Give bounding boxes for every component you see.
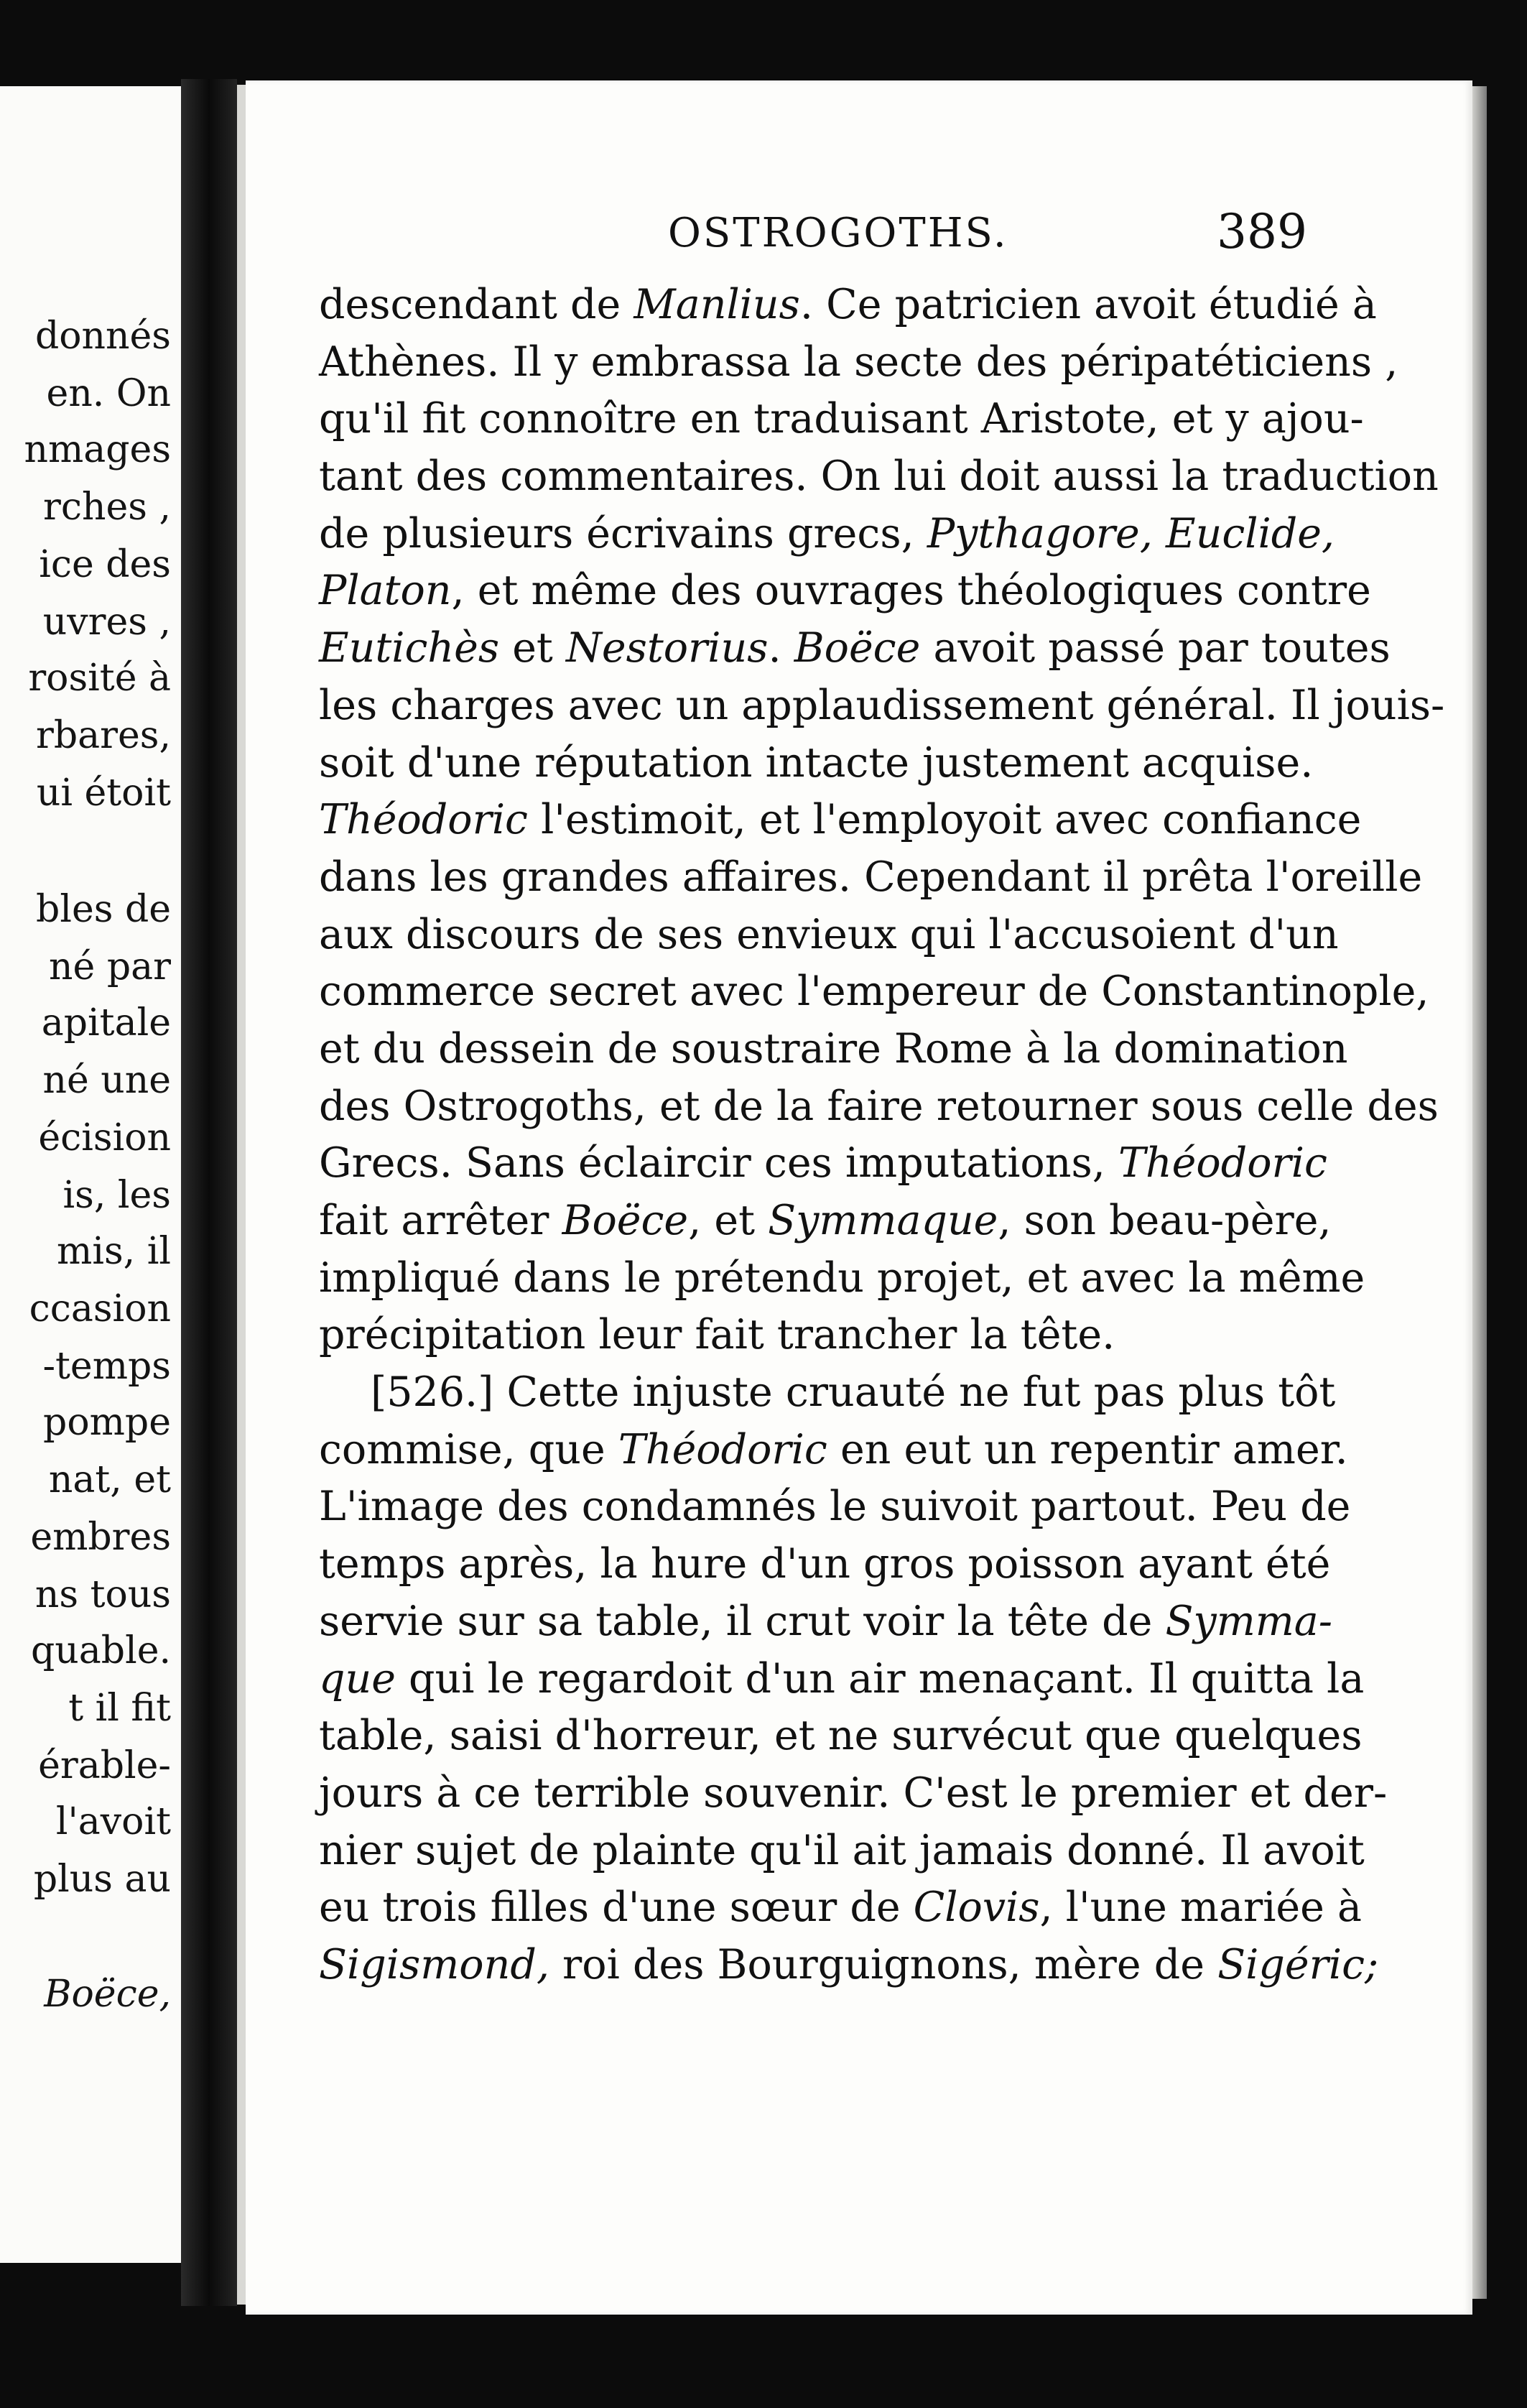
page-header xyxy=(668,204,1307,274)
left-facing-page xyxy=(0,86,181,2263)
text-run: apitale xyxy=(41,1001,171,1045)
text-run: ui étoit xyxy=(36,772,171,815)
body-text xyxy=(319,277,1445,1994)
text-run: L'image des condamnés le suivoit partout. Peu de xyxy=(319,1483,1351,1531)
text-run: dans les grandes affaires. Cependant il prêta l'oreille xyxy=(319,853,1423,901)
text-run: ccasion xyxy=(29,1287,171,1330)
text-run: rches , xyxy=(43,486,171,529)
text-line xyxy=(319,849,1423,907)
text-run: né une xyxy=(42,1059,171,1102)
book-gutter xyxy=(181,79,237,2306)
left-page-line xyxy=(24,428,171,471)
italic-text: Boëce xyxy=(794,624,921,672)
italic-text: Boëce xyxy=(562,1197,689,1244)
text-run: donnés xyxy=(34,315,171,358)
left-page-line xyxy=(36,714,171,757)
text-run: en eut un repentir amer. xyxy=(827,1425,1348,1473)
text-line xyxy=(319,907,1339,964)
left-page-line xyxy=(43,486,171,529)
text-run: ice des xyxy=(39,543,171,586)
left-page-line xyxy=(49,945,171,988)
text-line xyxy=(319,391,1364,448)
left-page-line xyxy=(35,315,171,358)
text-run: commise, que xyxy=(319,1425,618,1473)
text-line xyxy=(319,1823,1365,1880)
text-run: les charges avec un applaudissement général. Il jouis- xyxy=(319,681,1445,729)
left-page-line xyxy=(34,1858,171,1901)
text-line xyxy=(319,1193,1332,1250)
left-page-line xyxy=(35,1573,171,1616)
text-run: quable. xyxy=(31,1629,171,1672)
text-run: Boëce, xyxy=(44,1973,171,2016)
text-line xyxy=(319,1651,1365,1708)
text-line xyxy=(319,1135,1327,1193)
text-run: temps après, la hure d'un gros poisson ayant été xyxy=(319,1540,1331,1588)
italic-text: Nestorius xyxy=(565,624,769,672)
left-page-line xyxy=(47,372,171,415)
text-run: précipitation leur fait trancher la tête. xyxy=(319,1311,1115,1359)
text-line xyxy=(319,1593,1333,1651)
text-line xyxy=(319,963,1429,1021)
text-run: -temps xyxy=(42,1345,171,1388)
text-run: eu trois filles d'une sœur de xyxy=(319,1884,914,1932)
text-run: qui le regardoit d'un air menaçant. Il quitta la xyxy=(395,1654,1365,1703)
left-page-line xyxy=(44,1973,171,2016)
text-line xyxy=(319,1879,1363,1937)
text-line xyxy=(319,677,1445,735)
italic-text: Eutichès xyxy=(319,624,500,672)
page-fore-edge xyxy=(1472,86,1487,2299)
text-run: et xyxy=(499,624,566,672)
text-run: nmages xyxy=(24,428,171,471)
text-line xyxy=(319,1536,1331,1593)
left-page-line xyxy=(29,1287,171,1330)
text-run: de plusieurs écrivains grecs, xyxy=(319,509,927,557)
left-page-line xyxy=(38,1116,171,1159)
page-number: 389 xyxy=(1217,204,1307,259)
left-page-line xyxy=(68,1687,171,1730)
italic-text: Sigismond, xyxy=(319,1940,549,1988)
text-run: nat, et xyxy=(48,1458,171,1501)
italic-text: Sigéric; xyxy=(1217,1940,1379,1988)
left-page-line xyxy=(56,1800,171,1843)
text-line xyxy=(319,1937,1379,1994)
text-run: l'avoit xyxy=(55,1800,171,1843)
text-run: t il fit xyxy=(68,1687,171,1730)
italic-text: Théodoric xyxy=(618,1425,827,1473)
italic-text: Manlius xyxy=(633,281,800,328)
text-run: table, saisi d'horreur, et ne survécut que quelques xyxy=(319,1712,1363,1760)
text-run: impliqué dans le prétendu projet, et avec la même xyxy=(319,1254,1365,1302)
text-run: , l'une mariée à xyxy=(1039,1884,1363,1932)
running-head: OSTROGOTHS. xyxy=(668,210,1008,256)
text-line xyxy=(319,1307,1304,1364)
left-page-line xyxy=(63,1174,171,1217)
text-run: , et xyxy=(688,1197,769,1244)
text-run: roi des Bourguignons, mère de xyxy=(549,1940,1218,1988)
text-run: tant des commentaires. On lui doit aussi la traduction xyxy=(319,453,1439,501)
text-line xyxy=(319,1422,1348,1479)
text-line xyxy=(319,1021,1348,1078)
text-run: embres xyxy=(30,1516,171,1559)
text-run: Athènes. Il y embrassa la secte des péripatéticiens , xyxy=(319,338,1398,386)
left-page-line xyxy=(31,1629,171,1672)
left-page-line xyxy=(42,1059,171,1102)
text-run: uvres , xyxy=(42,601,171,644)
text-run: . Ce patricien avoit étudié à xyxy=(799,281,1377,328)
text-line xyxy=(319,448,1439,506)
text-line xyxy=(319,792,1362,849)
italic-text: Clovis xyxy=(913,1884,1040,1932)
left-page-line xyxy=(37,772,171,815)
text-run: mis, il xyxy=(57,1230,171,1273)
left-page-line xyxy=(57,1230,171,1273)
italic-text: que xyxy=(319,1654,396,1703)
text-line xyxy=(319,1078,1439,1136)
text-run: pompe xyxy=(43,1401,171,1444)
text-line xyxy=(319,506,1335,563)
text-line xyxy=(319,735,1314,792)
text-run: aux discours de ses envieux qui l'accusoient d'un xyxy=(319,910,1339,958)
left-page-line xyxy=(42,1345,171,1388)
text-run: écision xyxy=(38,1116,171,1159)
text-run: des Ostrogoths, et de la faire retourner sous celle des xyxy=(319,1082,1439,1130)
italic-text: Platon xyxy=(319,567,452,615)
left-page-line xyxy=(43,601,171,644)
text-run: jours à ce terrible souvenir. C'est le premier et der- xyxy=(319,1769,1388,1817)
text-run: né par xyxy=(49,945,171,988)
italic-text: Symmaque xyxy=(768,1197,998,1244)
text-run: avoit passé par toutes xyxy=(920,624,1391,672)
italic-text: Théodoric xyxy=(1118,1139,1327,1187)
text-line xyxy=(319,1250,1365,1307)
text-line xyxy=(319,1364,1336,1422)
text-line xyxy=(319,1708,1363,1765)
left-page-line xyxy=(42,1001,171,1045)
text-run: en. On xyxy=(46,372,171,415)
left-page-line xyxy=(39,543,171,586)
text-run: fait arrêter xyxy=(319,1197,562,1244)
text-run: descendant de xyxy=(319,281,634,328)
text-line xyxy=(319,334,1398,392)
text-line xyxy=(319,1765,1388,1823)
text-run: Grecs. Sans éclaircir ces imputations, xyxy=(319,1139,1118,1187)
text-run: l'estimoit, et l'employoit avec confiance xyxy=(527,796,1362,844)
text-run: is, les xyxy=(62,1174,171,1217)
text-run: ns tous xyxy=(34,1573,171,1616)
left-page-line xyxy=(38,1744,171,1787)
left-page-line xyxy=(49,1458,171,1501)
text-run: nier sujet de plainte qu'il ait jamais donné. Il avoit xyxy=(319,1826,1365,1874)
text-run: qu'il fit connoître en traduisant Aristote, et y ajou- xyxy=(319,395,1364,443)
text-run: [526.] Cette injuste cruauté ne fut pas plus tôt xyxy=(371,1369,1336,1417)
text-run: érable- xyxy=(38,1744,171,1787)
text-line xyxy=(319,277,1377,334)
italic-text: Théodoric xyxy=(319,796,528,844)
text-run: , son beau-père, xyxy=(998,1197,1332,1244)
text-run: rbares, xyxy=(36,714,171,757)
text-run: , et même des ouvrages théologiques contre xyxy=(451,567,1371,615)
left-page-line xyxy=(28,657,171,700)
left-page-line xyxy=(36,888,171,931)
text-line xyxy=(319,562,1371,620)
text-run: et du dessein de soustraire Rome à la domination xyxy=(319,1024,1348,1073)
text-run: commerce secret avec l'empereur de Constantinople, xyxy=(319,968,1429,1016)
text-run: plus au xyxy=(33,1858,171,1901)
text-run: . xyxy=(768,624,794,672)
left-page-line xyxy=(30,1516,171,1559)
left-page-line xyxy=(43,1401,171,1444)
text-run: bles de xyxy=(36,888,171,931)
italic-text: Symma- xyxy=(1165,1597,1333,1645)
text-run: soit d'une réputation intacte justement acquise. xyxy=(319,738,1314,787)
text-run: rosité à xyxy=(28,657,171,700)
text-line xyxy=(319,620,1391,677)
text-run: servie sur sa table, il crut voir la tête de xyxy=(319,1597,1166,1645)
italic-text: Pythagore, Euclide, xyxy=(927,509,1335,557)
text-line xyxy=(319,1478,1351,1536)
